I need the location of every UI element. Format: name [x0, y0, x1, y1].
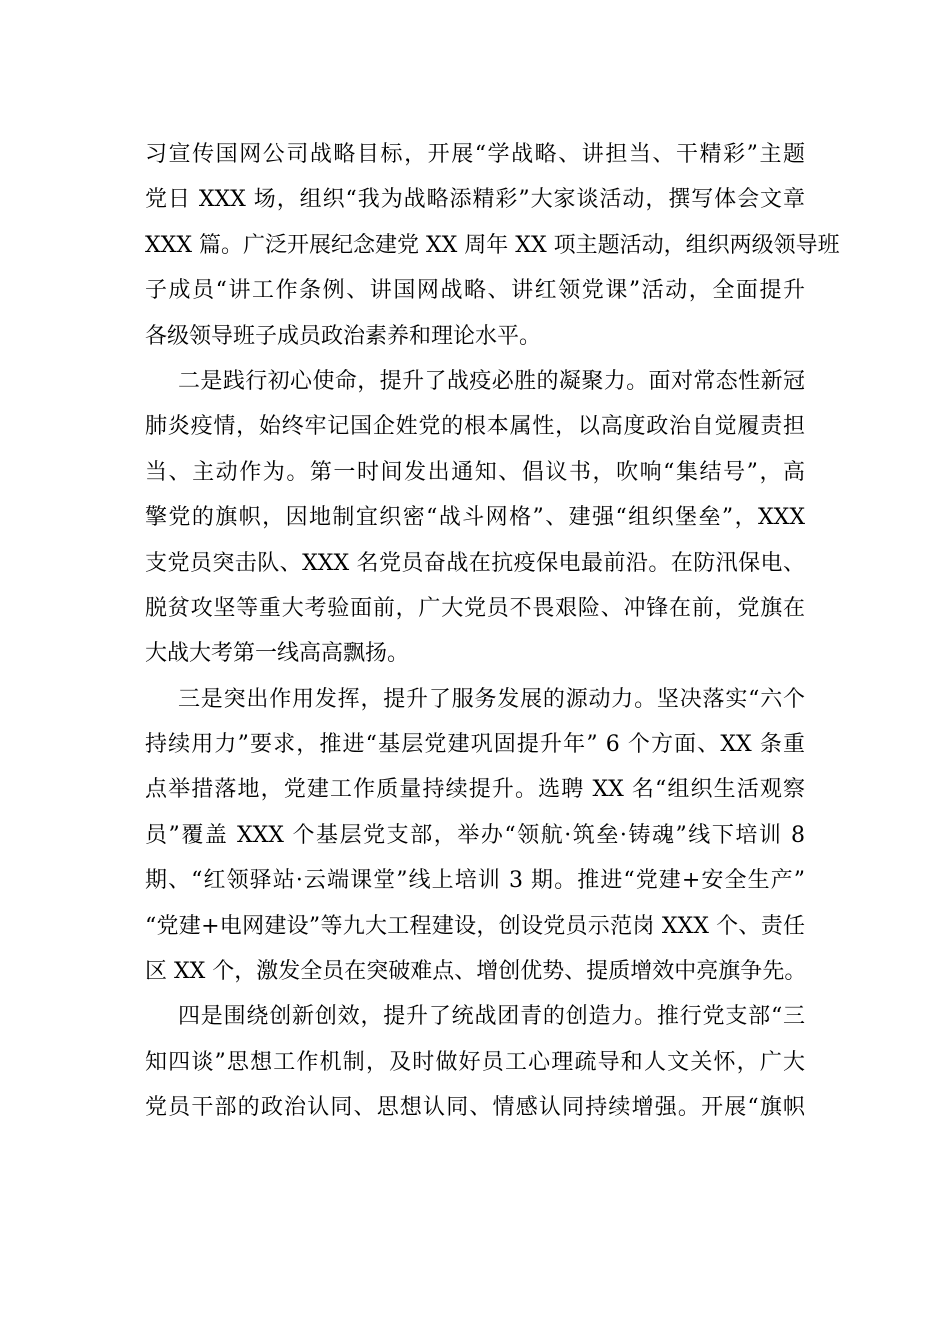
text-line: 点举措落地，党建工作质量持续提升。选聘 XX 名“组织生活观察 — [145, 777, 805, 803]
text-line: 习宣传国网公司战略目标，开展“学战略、讲担当、干精彩”主题 — [145, 142, 805, 167]
text-line: “党建+电网建设”等九大工程建设，创设党员示范岗 XXX 个、责任 — [145, 913, 805, 939]
text-line: 擎党的旗帜，因地制宜织密“战斗网格”、建强“组织堡垒”，XXX — [145, 505, 805, 531]
text-line: 四是围绕创新创效，提升了统战团青的创造力。推行党支部“三 — [178, 1004, 805, 1030]
text-line: 员”覆盖 XXX 个基层党支部，举办“领航·筑垒·铸魂”线下培训 8 — [145, 822, 805, 848]
paragraph — [145, 359, 805, 677]
text-line: 持续用力”要求，推进“基层党建巩固提升年” 6 个方面、XX 条重 — [145, 732, 805, 758]
text-line: 脱贫攻坚等重大考验面前，广大党员不畏艰险、冲锋在前，党旗在 — [145, 595, 805, 621]
text-line: 三是突出作用发挥，提升了服务发展的源动力。坚决落实“六个 — [178, 686, 805, 712]
text-line: 支党员突击队、XXX 名党员奋战在抗疫保电最前沿。在防汛保电、 — [145, 550, 805, 576]
text-line: XXX 篇。广泛开展纪念建党 XX 周年 XX 项主题活动，组织两级领导班 — [145, 232, 840, 258]
document-body — [145, 132, 840, 1131]
text-line: 期、“红领驿站·云端课堂”线上培训 3 期。推进“党建+安全生产” — [145, 868, 805, 894]
text-line: 知四谈”思想工作机制，及时做好员工心理疏导和人文关怀，广大 — [145, 1049, 805, 1075]
text-line: 党员干部的政治认同、思想认同、情感认同持续增强。开展“旗帜 — [145, 1095, 805, 1121]
paragraph — [145, 994, 805, 1130]
paragraph — [145, 132, 840, 359]
text-line: 大战大考第一线高高飘扬。 — [145, 641, 410, 667]
text-line: 肺炎疫情，始终牢记国企姓党的根本属性，以高度政治自觉履责担 — [145, 414, 805, 440]
text-line: 党日 XXX 场，组织“我为战略添精彩”大家谈活动，撰写体会文章 — [145, 187, 805, 213]
paragraph — [145, 677, 805, 995]
text-line: 各级领导班子成员政治素养和理论水平。 — [145, 323, 542, 349]
text-line: 子成员“讲工作条例、讲国网战略、讲红领党课”活动，全面提升 — [145, 278, 805, 304]
text-line: 当、主动作为。第一时间发出通知、倡议书，吹响“集结号”，高 — [145, 459, 805, 485]
text-line: 二是践行初心使命，提升了战疫必胜的凝聚力。面对常态性新冠 — [178, 368, 805, 394]
text-line: 区 XX 个，激发全员在突破难点、增创优势、提质增效中亮旗争先。 — [145, 959, 807, 985]
